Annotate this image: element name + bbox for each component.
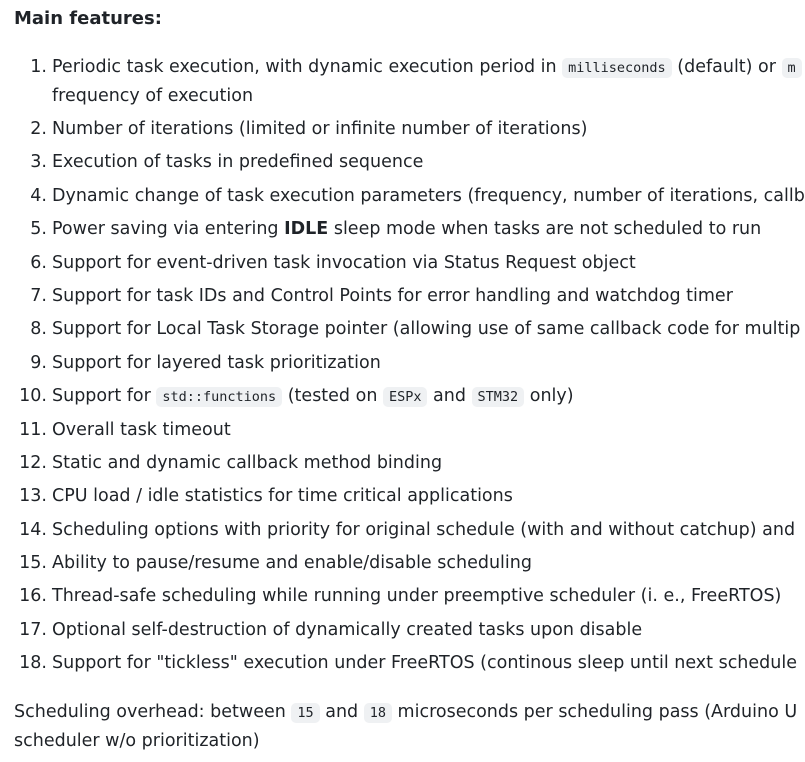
item-text: Support for Local Task Storage pointer (allowing use of same callback code for multip: [52, 319, 801, 340]
bold-keyword: IDLE: [284, 219, 329, 240]
inline-code: milliseconds: [562, 58, 672, 78]
item-text: Power saving via entering IDLE sleep mode when tasks are not scheduled to run: [52, 219, 762, 240]
item-number: 13.: [19, 486, 47, 507]
item-number: 17.: [19, 619, 47, 640]
item-number: 2.: [30, 119, 47, 139]
item-text: Support for layered task prioritization: [52, 352, 381, 373]
item-number: 18.: [19, 653, 47, 674]
item-number: 8.: [30, 319, 47, 340]
scheduling-overhead-paragraph: Scheduling overhead: between 15 and 18 microseconds per scheduling pass (Arduino U scheduler w/o prioritization): [14, 702, 798, 751]
item-text: Ability to pause/resume and enable/disable scheduling: [52, 553, 532, 574]
section-heading: Main features:: [14, 8, 162, 29]
list-item: [0, 115, 761, 148]
list-item: [0, 449, 761, 482]
list-item: [0, 215, 761, 248]
list-item: [0, 616, 761, 649]
inline-code: ESPx: [383, 387, 428, 407]
item-text: Support for task IDs and Control Points for error handling and watchdog timer: [52, 285, 733, 306]
list-item: [0, 53, 796, 115]
list-item: [0, 249, 761, 282]
list-item: [0, 516, 796, 549]
item-text: Execution of tasks in predefined sequence: [52, 152, 424, 173]
item-number: 1.: [30, 57, 47, 77]
item-number: 10.: [19, 386, 47, 407]
item-number: 12.: [19, 452, 47, 473]
item-number: 11.: [19, 419, 47, 440]
list-item: [0, 282, 761, 315]
item-text: Optional self-destruction of dynamically created tasks upon disable: [52, 619, 643, 640]
inline-code: std::functions: [156, 387, 282, 407]
item-text: Number of iterations (limited or infinite number of iterations): [52, 119, 588, 139]
list-item: [0, 549, 761, 582]
item-number: 9.: [30, 352, 47, 373]
list-item: [0, 482, 761, 515]
item-text: Static and dynamic callback method binding: [52, 452, 443, 473]
item-text: Overall task timeout: [52, 419, 231, 440]
feature-list: [0, 53, 805, 683]
list-item: [0, 582, 782, 615]
list-item: [0, 148, 761, 181]
inline-code: STM32: [472, 387, 525, 407]
list-item: [0, 382, 761, 415]
item-number: 7.: [30, 285, 47, 306]
inline-code: 18: [364, 703, 392, 723]
item-text: CPU load / idle statistics for time critical applications: [52, 486, 513, 507]
item-text: Support for "tickless" execution under FreeRTOS (continous sleep until next schedule: [52, 653, 797, 674]
item-number: 14.: [19, 519, 47, 540]
item-text: Dynamic change of task execution parameters (frequency, number of iterations, callb: [52, 185, 805, 206]
list-item: [0, 182, 805, 215]
inline-code: m: [782, 58, 802, 78]
item-number: 4.: [30, 185, 47, 206]
list-item: [0, 349, 761, 382]
item-text: Support for event-driven task invocation via Status Request object: [52, 252, 636, 273]
item-text: Scheduling options with priority for original schedule (with and without catchup) and: [52, 519, 796, 540]
list-item: [0, 416, 761, 449]
inline-code: 15: [291, 703, 319, 723]
item-number: 3.: [30, 152, 47, 173]
item-number: 6.: [30, 252, 47, 273]
list-item: [0, 315, 801, 348]
item-text: Thread-safe scheduling while running under preemptive scheduler (i. e., FreeRTOS): [52, 586, 782, 607]
item-text: Support for std::functions (tested on ESPx and STM32 only): [52, 386, 574, 407]
item-text: Periodic task execution, with dynamic execution period in milliseconds (default) or m frequency of execution: [52, 53, 802, 110]
list-item: [0, 649, 797, 682]
item-number: 5.: [30, 219, 47, 240]
item-number: 16.: [19, 586, 47, 607]
item-number: 15.: [19, 553, 47, 574]
